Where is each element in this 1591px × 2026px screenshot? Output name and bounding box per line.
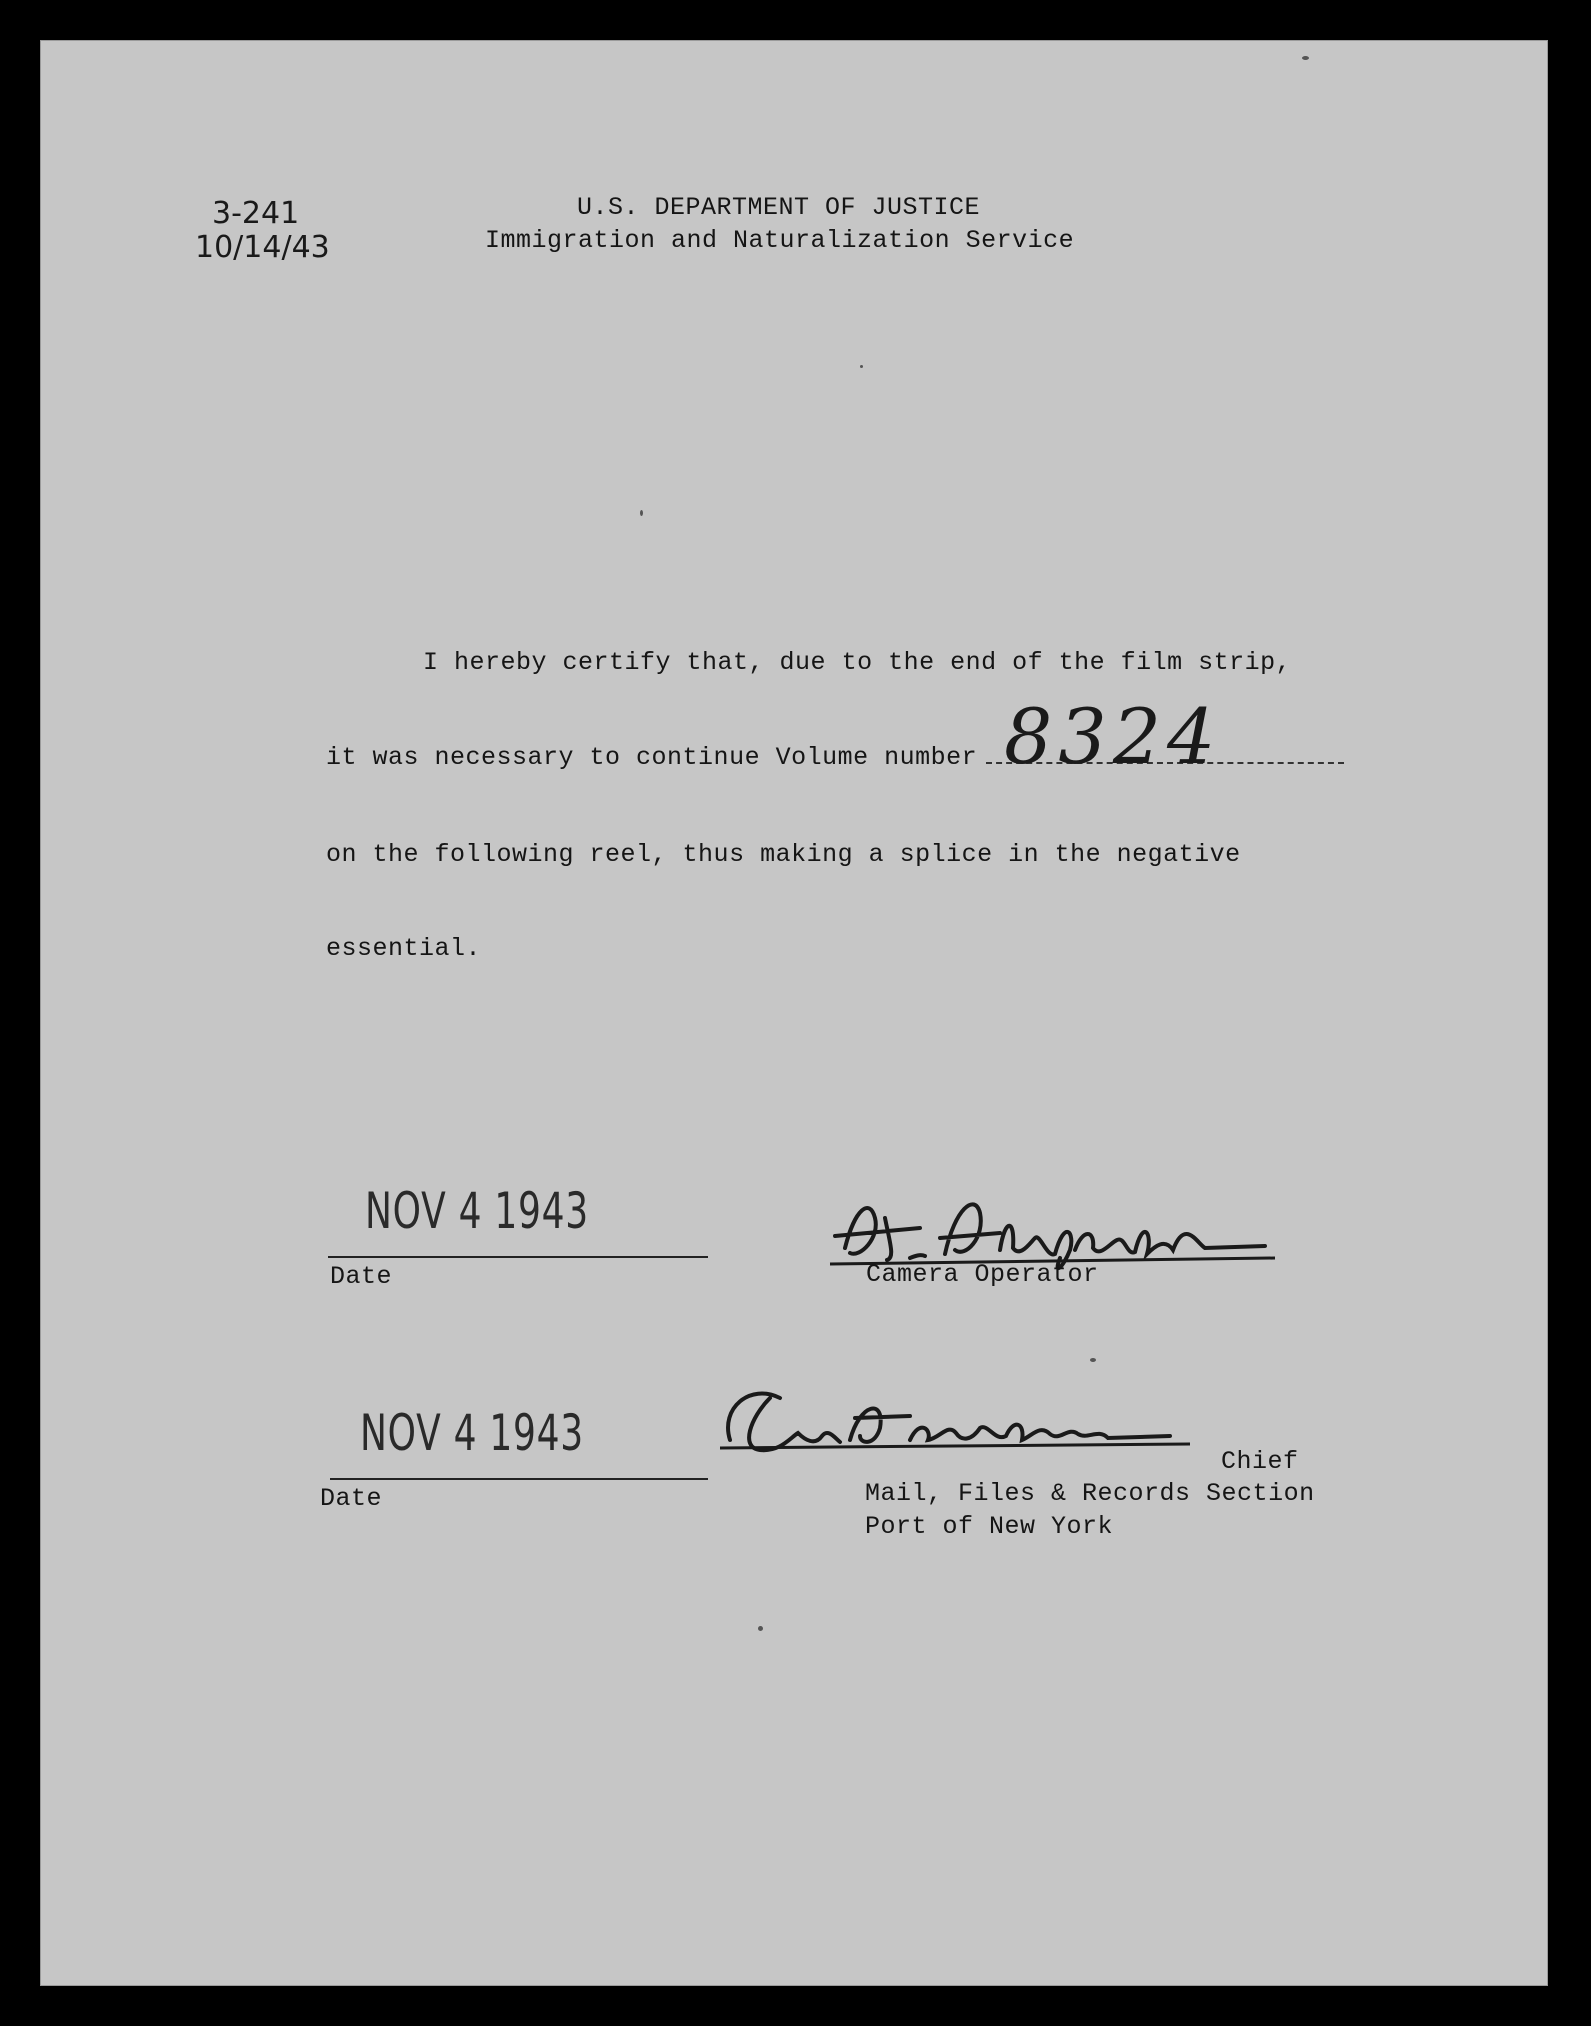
speck <box>1090 1358 1096 1362</box>
document-page <box>40 40 1548 1986</box>
chief-signature <box>710 1378 1230 1478</box>
speck <box>640 510 643 516</box>
speck <box>758 1626 763 1631</box>
form-number: 3-241 <box>212 196 300 231</box>
camera-operator-signature-name <box>840 1210 1026 1239</box>
form-date: 10/14/43 <box>195 230 330 265</box>
date-line-1 <box>328 1256 708 1258</box>
chief-signature-name <box>740 1430 911 1459</box>
volume-number: 8324 <box>1004 692 1222 781</box>
service-heading: Immigration and Naturalization Service <box>485 226 1075 255</box>
certification-line-2: it was necessary to continue Volume number <box>326 743 978 772</box>
certification-line-3: on the following reel, thus making a splice in the negative <box>326 840 1241 869</box>
date-stamp-1: NOV 4 1943 <box>365 1182 589 1240</box>
chief-title: Chief <box>1221 1447 1299 1476</box>
speck <box>860 365 863 368</box>
chief-port: Port of New York <box>865 1512 1114 1541</box>
date-label-2: Date <box>320 1484 383 1513</box>
chief-department: Mail, Files & Records Section <box>865 1479 1315 1508</box>
certification-line-4: essential. <box>326 934 482 963</box>
department-heading: U.S. DEPARTMENT OF JUSTICE <box>577 193 981 222</box>
date-label-1: Date <box>330 1262 393 1291</box>
speck <box>1302 56 1309 60</box>
date-stamp-2: NOV 4 1943 <box>360 1404 584 1462</box>
camera-operator-label: Camera Operator <box>866 1260 1099 1289</box>
date-line-2 <box>330 1478 708 1480</box>
certification-line-1: I hereby certify that, due to the end of the film strip, <box>423 648 1292 677</box>
